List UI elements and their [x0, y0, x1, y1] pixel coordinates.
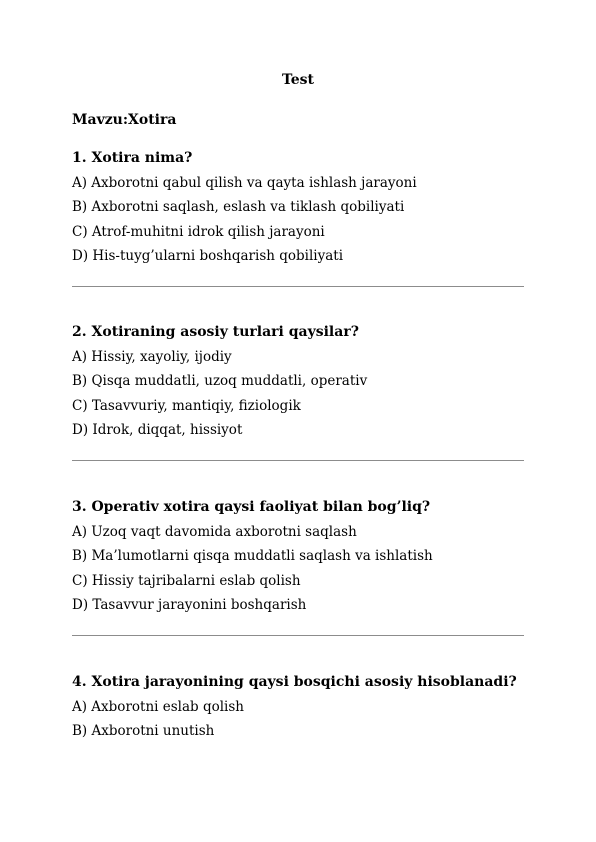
answer-option-a: A) Uzoq vaqt davomida axborotni saqlash: [72, 523, 357, 540]
answer-option-d: D) His-tuyg’ularni boshqarish qobiliyati: [72, 248, 344, 264]
topic-heading: Mavzu:Xotira: [72, 112, 177, 128]
answer-option-d: D) Idrok, diqqat, hissiyot: [72, 422, 243, 438]
answer-option-a: A) Hissiy, xayoliy, ijodiy: [72, 348, 232, 365]
question-4: [72, 674, 524, 748]
answer-option-a: A) Axborotni qabul qilish va qayta ishlash jarayoni: [72, 174, 417, 191]
answer-option-a: A) Axborotni eslab qolish: [72, 698, 244, 715]
question-text: 1. Xotira nima?: [72, 150, 193, 166]
question-1: [72, 150, 524, 273]
answer-option-b: B) Qisqa muddatli, uzoq muddatli, operativ: [72, 373, 368, 389]
answer-option-d: D) Tasavvur jarayonini boshqarish: [72, 597, 307, 613]
section-divider: [72, 635, 524, 636]
question-text: 4. Xotira jarayonining qaysi bosqichi asosiy hisoblanadi?: [72, 674, 517, 690]
answer-option-c: C) Atrof-muhitni idrok qilish jarayoni: [72, 223, 325, 240]
answer-option-c: C) Hissiy tajribalarni eslab qolish: [72, 572, 301, 589]
document-title: Test: [281, 72, 315, 88]
answer-option-b: B) Axborotni saqlash, eslash va tiklash qobiliyati: [72, 199, 405, 215]
question-text: 2. Xotiraning asosiy turlari qaysilar?: [72, 324, 359, 340]
section-divider: [72, 286, 524, 287]
answer-option-b: B) Ma’lumotlarni qisqa muddatli saqlash va ishlatish: [72, 548, 433, 564]
question-2: [72, 324, 524, 447]
section-divider: [72, 460, 524, 461]
question-3: [72, 499, 524, 622]
question-text: 3. Operativ xotira qaysi faoliyat bilan bog’liq?: [72, 499, 431, 515]
answer-option-b: B) Axborotni unutish: [72, 723, 215, 739]
answer-option-c: C) Tasavvuriy, mantiqiy, fiziologik: [72, 397, 301, 414]
